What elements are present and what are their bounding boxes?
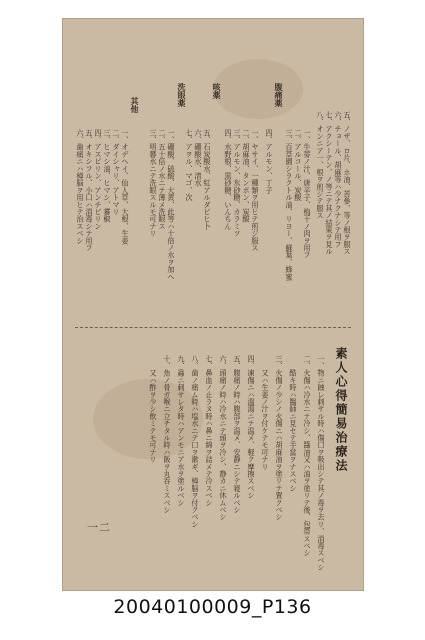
upper-column: 七、アヲル、マゴ、次	[185, 129, 194, 201]
heading-eyewash: 洗眼薬	[177, 83, 187, 107]
upper-column: 五、ノザ、ロ片、ホ油、苦參、等ノ根ヲ服ス	[343, 111, 352, 255]
lower-column: 又ハ生姜ノ汁ヲ付ケテモ可ナリ	[261, 355, 270, 471]
upper-column: 二、胡麻油、タンポン、炭酸	[242, 129, 251, 223]
lower-column: 一、物ニ蝕レ刺サル時ハ傷口ヲ吸出シテ其ノ毒ヲ去リ、消毒スベシ	[317, 355, 326, 571]
section-divider	[75, 327, 351, 328]
lower-column: 三、火傷ノ少シノ火傷ニハ胡麻油ヲ塗リテ置クベシ	[275, 355, 284, 521]
upper-column: 四、アスピリン、アンチピリン	[94, 129, 103, 230]
upper-column: 五、石炭酸水、紅アルダビヒ卜	[203, 129, 212, 230]
lower-column: 六、頭痛ノ時ハ冷水ニテ頭ヲ冷シ、静カニ休ムベシ	[219, 355, 228, 521]
lower-column: 十、魚ノ骨ガ喉ニ立チタル時ハ飯ヲ丸呑ミスベシ	[163, 355, 172, 514]
lower-column: 五、腹痛ノ時ハ腹部ヲ温メ、安静ニシテ寝ルベシ	[233, 355, 242, 514]
page-number: 一二	[87, 521, 111, 534]
upper-column: 二、ダイシャリ、アトマリ	[112, 129, 121, 216]
upper-column: 二、アルコール、炭酸	[294, 129, 303, 201]
upper-column: 四、水野根、黒砂糖、いんちん	[224, 129, 233, 230]
lower-column: 酷キ時ハ醫師ニ見セテ手當ヲナスベシ	[289, 355, 298, 492]
upper-column: 三、明礬水ニテ洗眼スルモ可ナリ	[149, 129, 158, 237]
upper-column: 四、アルモン、丁子	[265, 129, 274, 194]
upper-column: 六、チョール、胡麻等ハ少ナクナシテ用フ	[334, 111, 343, 248]
lower-column: 四、凍傷ニハ溫湯ニテ温メ、軽ク摩擦スベシ	[247, 355, 256, 499]
upper-column: 二、五十倍ノ水ニテ薄メ洗眼ス	[158, 129, 167, 230]
heading-cough-medicine: 咳薬	[212, 83, 222, 99]
lower-column: 二、火傷ハ冷水ニテ冷シ、醬油又ハ油ヲ塗リテ後、包帯スベシ	[303, 355, 312, 557]
upper-column: 六、歯痛ニハ樟脳ヲ用ヒテ治スベシ	[76, 129, 85, 245]
lower-column: 九、蟲ニ刺サレタ時ハアンモニア水ヲ塗ルベシ	[177, 355, 186, 507]
upper-column: 一、ヤサイ、一種類ヲ用ヒテ煎ジ服ス	[251, 129, 260, 252]
upper-column: 一、牛蒡ノ汁、唐辛子、梅干ノ肉ヲ用フ	[303, 129, 312, 259]
lower-column: 又ハ酢ヲ少シ飲ミテモ可ナリ	[149, 355, 158, 463]
upper-column: 三、百草園シラクトル油、リヨー、蘇葉、蜂蜜	[285, 129, 294, 281]
document-page	[62, 18, 364, 591]
upper-column: 八、オンニア一、根ヲ煎ジテ服ス	[316, 111, 325, 219]
upper-column: 三、ヒマシ油、ヒマシ、蕃椒	[103, 129, 112, 223]
upper-column: 三、アルモン、氷砂糖、カラミツ	[233, 129, 242, 237]
upper-column: 一、オデヘイ、仙人草、大根、生姜	[121, 129, 130, 245]
heading-stomach-medicine: 腹痛薬	[274, 83, 284, 107]
upper-column: 七、アクシーテン、ノ等ニテ其ノ結果ヲ見ル	[325, 111, 334, 255]
upper-column: 六、硼酸水、清水	[194, 129, 203, 187]
upper-column: 五、オキシフル、小口ハ消毒シテ用フ	[85, 129, 94, 252]
heading-other: 其他	[130, 97, 140, 113]
upper-column: 一、硼酸、硫酸、大黄、此等ハ十倍ノ水ヲ加ヘ	[167, 129, 176, 281]
section-title: 素人心得簡易治療法	[334, 347, 348, 473]
image-caption: 20040100009_P136	[113, 596, 312, 618]
lower-column: 八、歯ノ痛ム時ハ塩水ニテ口ヲ漱ギ、樟脳ヲ付クベシ	[191, 355, 200, 528]
paper-stain	[213, 59, 303, 119]
paper-stain	[93, 379, 203, 459]
lower-column: 七、鼻血ノ止ラヌ時ハ鼻ニ綿ヲ詰メテ冷スベシ	[205, 355, 214, 507]
